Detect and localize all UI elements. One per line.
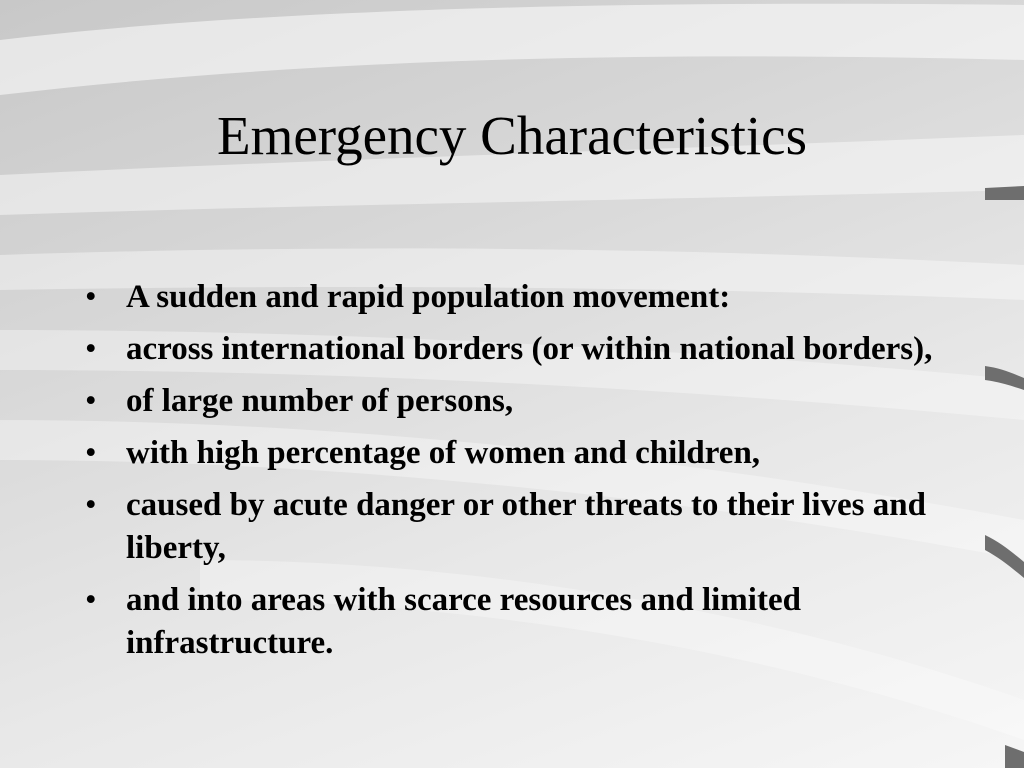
slide-title: Emergency Characteristics xyxy=(217,105,807,166)
bullet-item xyxy=(85,432,955,475)
bullet-text: A sudden and rapid population movement: xyxy=(126,279,731,315)
bullet-dot-icon: • xyxy=(85,383,97,419)
bullet-text: with high percentage of women and children, xyxy=(126,435,761,471)
bullet-dot-icon: • xyxy=(85,487,97,523)
bullet-text: caused by acute danger or other threats to their lives and liberty, xyxy=(126,487,926,566)
bullet-item xyxy=(85,328,955,371)
bullet-dot-icon: • xyxy=(85,331,97,367)
bullet-item xyxy=(85,380,955,423)
bullet-item xyxy=(85,276,955,319)
bullet-text: of large number of persons, xyxy=(126,383,514,419)
bullet-dot-icon: • xyxy=(85,582,97,618)
bullet-text: across international borders (or within national borders), xyxy=(126,331,933,367)
bullet-text: and into areas with scarce resources and limited infrastructure. xyxy=(126,582,801,661)
bullet-dot-icon: • xyxy=(85,279,97,315)
bullet-list xyxy=(85,276,955,674)
bullet-item xyxy=(85,484,955,570)
bullet-item xyxy=(85,579,955,665)
bullet-dot-icon: • xyxy=(85,435,97,471)
